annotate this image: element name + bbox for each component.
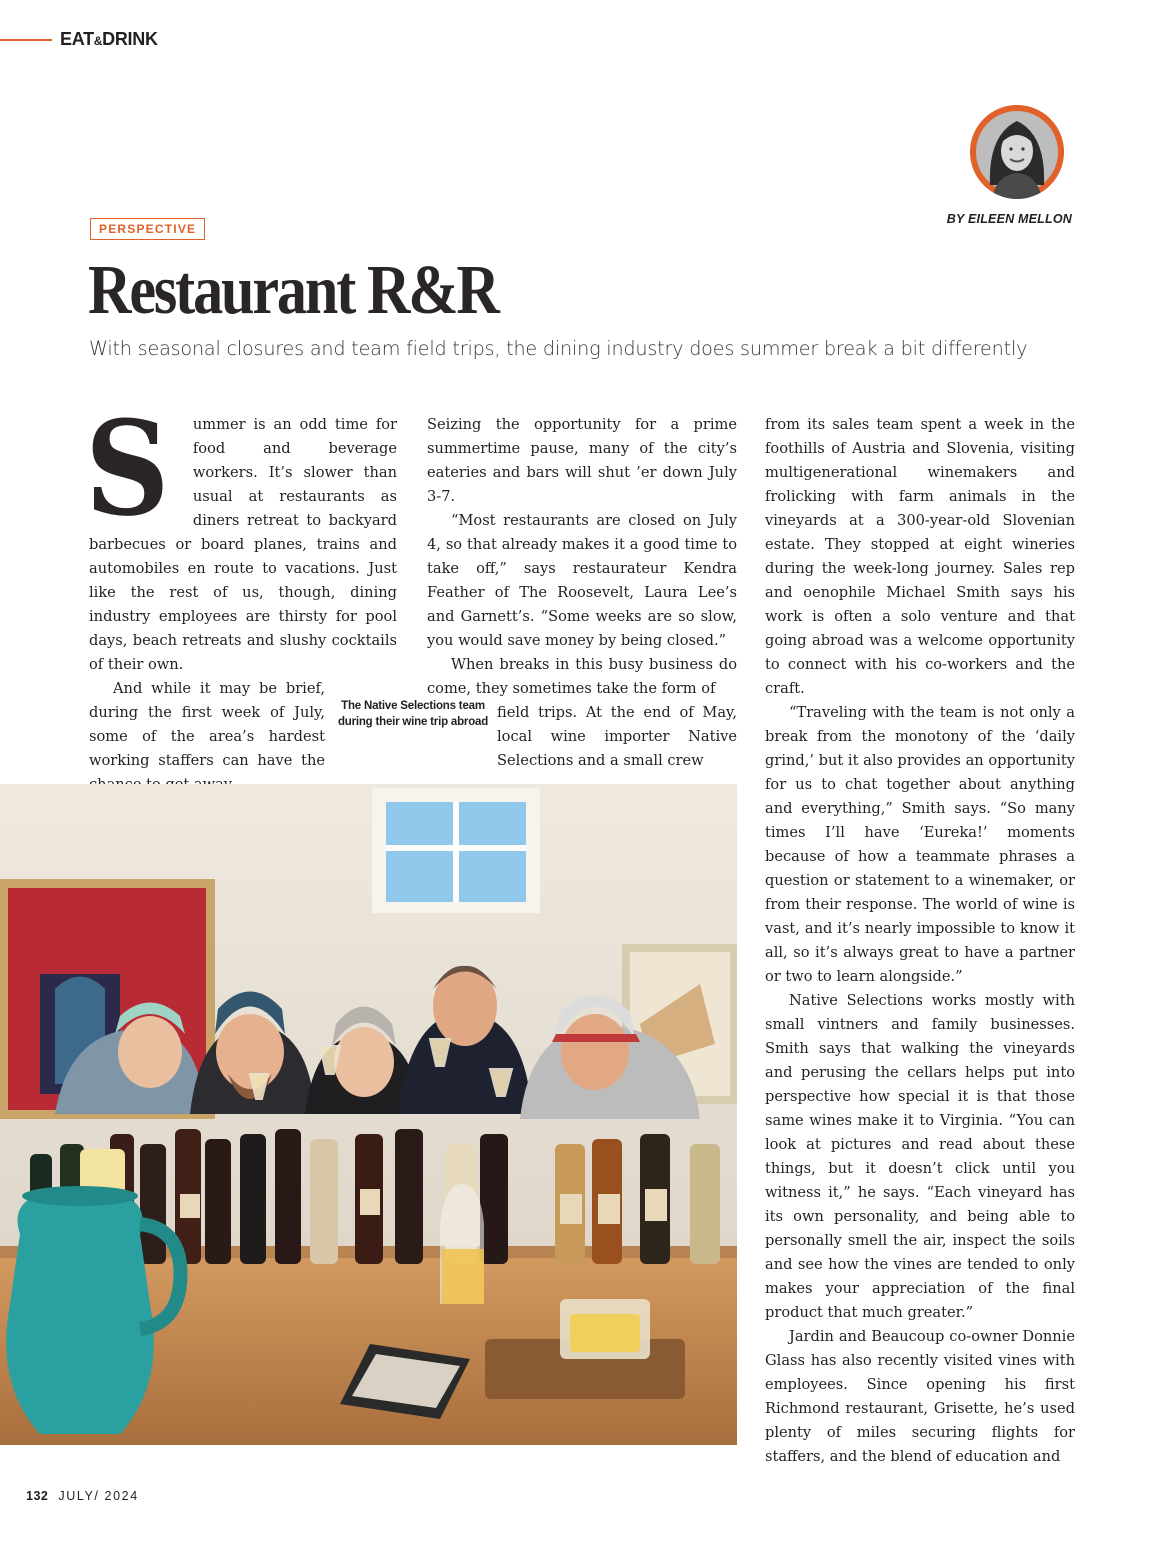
paragraph: “Most restaurants are closed on July 4, so that already makes it a good time to take off,” says restaurateur Kendra Feather of The Roosevelt, Laura Lee’s and Garnett’s. “Some weeks are so slow, you would save money by being closed.” [427, 512, 737, 649]
body-column-2 [427, 413, 737, 773]
author-portrait-icon [970, 105, 1064, 199]
author-avatar [970, 105, 1064, 199]
issue-date: JULY/ 2024 [58, 1489, 139, 1503]
paragraph: from its sales team spent a week in the foothills of Austria and Slovenia, visiting multigenerational winemakers and frolicking with farm animals in the vineyards at a 300-year-old Slovenian estate. They stopped at eight wineries during the week-long journey. Sales rep and oenophile Michael Smith says his work is often a solo venture and that going abroad was a welcome opportunity to connect with his co-workers and the craft. [765, 416, 1075, 697]
wine-tasting-group-photo-icon [0, 784, 737, 1445]
paragraph: Seizing the opportunity for a prime summertime pause, many of the city’s eateries and bars will shut ’er down July 3-7. [427, 416, 737, 505]
paragraph: Native Selections works mostly with small vintners and family businesses. Smith says that walking the vineyards and perusing the cellars helps put into perspective how special it is that those same wines make it to Virginia. “You can look at pictures and read about these things, but it doesn’t click until you witness it,” he says. “Each vineyard has its own personality, and being able to personally smell the air, inspect the soils and see how the vines are tended to only makes your appreciation of the final product that much greater.” [765, 992, 1075, 1321]
page-footer [26, 1489, 139, 1503]
paragraph: When breaks in this busy business do come, they sometimes take the form of [427, 656, 737, 697]
article-dek: With seasonal closures and team field trips, the dining industry does summer break a bit differently [89, 337, 1028, 360]
article-photo [0, 784, 737, 1445]
body-column-3 [765, 413, 1075, 1469]
photo-caption: The Native Selections team during their wine trip abroad [337, 700, 489, 728]
author-byline: BY EILEEN MELLON [946, 212, 1072, 226]
drop-cap: S [85, 392, 170, 545]
article-title: Restaurant R&R [88, 252, 498, 329]
page-number: 132 [26, 1489, 49, 1503]
paragraph: And while it may be brief, during the first week of July, some of the area’s hardest working staffers can have the [89, 680, 325, 769]
category-badge: PERSPECTIVE [90, 218, 205, 240]
section-rule [0, 39, 52, 41]
body-column-1 [85, 392, 397, 797]
paragraph: “Traveling with the team is not only a break from the monotony of the ‘daily grind,’ but it also provides an opportunity for us to chat together about anything and everything,” Smith says. “So many times I’ll have ‘Eureka!’ moments because of how a teammate phrases a question or statement to a winemaker, or from their response. The world of wine is vast, and it’s nearly impossible to know it all, so it’s always great to have a partner or two to learn alongside.” [765, 704, 1075, 985]
paragraph: field trips. At the end of May, local wine importer Native Selections and a small crew [497, 704, 737, 769]
section-label: EAT&DRINK [60, 29, 158, 49]
paragraph: ummer is an odd time for food and beverage workers. It’s slower than usual at restaurants as diners retreat to backyard barbecues or board planes, trains and automobiles en route to vacations. Just like the rest of us, though, dining industry employees are thirsty for pool days, beach retreats and slushy cocktails of their own. [89, 416, 397, 673]
paragraph: Jardin and Beaucoup co-owner Donnie Glass has also recently visited vines with employees. Since opening his first Richmond restaurant, Grisette, he’s used plenty of miles securing flights for staffers, and the blend of education and [765, 1328, 1075, 1465]
